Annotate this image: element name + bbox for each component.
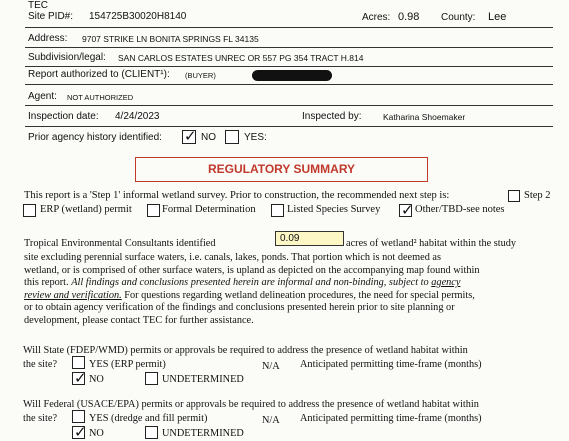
state-na: N/A bbox=[262, 361, 280, 372]
paragraph-line: wetland, or is comprised of other surface waters, is upland as depicted on the accompanying map found within bbox=[24, 264, 480, 276]
paragraph-line bbox=[24, 277, 480, 290]
divider bbox=[25, 84, 553, 85]
divider bbox=[25, 105, 553, 106]
client-value: (BUYER) bbox=[185, 71, 216, 80]
paragraph-line: site excluding perennial surface waters, i.e. canals, lakes, ponds. That portion which is not deemed as bbox=[24, 252, 441, 263]
erp-label: ERP (wetland) permit bbox=[40, 204, 132, 215]
federal-question-end: the site? bbox=[23, 413, 58, 424]
federal-no-checkbox[interactable]: ✓ bbox=[74, 423, 87, 441]
divider bbox=[25, 47, 553, 48]
wetland-paragraph bbox=[24, 252, 480, 328]
prior-no-label: NO bbox=[201, 132, 216, 143]
step2-label: Step 2 bbox=[524, 190, 551, 201]
federal-question: Will Federal (USACE/EPA) permits or approvals be required to address the presence of wetland habitat within bbox=[23, 399, 479, 410]
formal-determination-checkbox[interactable] bbox=[147, 204, 160, 217]
divider bbox=[25, 66, 553, 67]
state-timeframe-label: Anticipated permitting time-frame (months) bbox=[300, 359, 482, 370]
site-pid-value: 154725B30020H8140 bbox=[89, 11, 187, 22]
summary-title: REGULATORY SUMMARY bbox=[207, 162, 356, 176]
agent-value: NOT AUTHORIZED bbox=[67, 93, 134, 102]
subdivision-value: SAN CARLOS ESTATES UNREC OR 557 PG 354 TRACT H.814 bbox=[118, 53, 364, 63]
acres-label: Acres: bbox=[362, 12, 391, 23]
federal-timeframe-label: Anticipated permitting time-frame (months) bbox=[300, 413, 482, 424]
client-label: Report authorized to (CLIENT¹): bbox=[28, 69, 170, 80]
listed-species-checkbox[interactable] bbox=[271, 204, 284, 217]
wetland-suffix: acres of wetland² habitat within the study bbox=[346, 238, 517, 249]
federal-yes-label: YES (dredge and fill permit) bbox=[89, 413, 208, 424]
prior-yes-label: YES: bbox=[244, 132, 267, 143]
inspected-by-label: Inspected by: bbox=[302, 111, 362, 122]
prior-history-label: Prior agency history identified: bbox=[28, 132, 162, 143]
state-question: Will State (FDEP/WMD) permits or approvals be required to address the presence of wetland habitat within bbox=[23, 345, 468, 356]
federal-undetermined-label: UNDETERMINED bbox=[162, 428, 244, 439]
paragraph-line: development, please contact TEC for further assistance. bbox=[24, 314, 254, 326]
prior-no-checkbox[interactable]: ✓ bbox=[184, 127, 197, 145]
agent-label: Agent: bbox=[28, 91, 57, 102]
state-no-checkbox[interactable]: ✓ bbox=[74, 369, 87, 387]
paragraph-line: or to obtain agency verification of the findings and conclusions presented herein prior to site planning or bbox=[24, 302, 455, 314]
redaction-mark bbox=[252, 70, 332, 81]
state-undetermined-checkbox[interactable] bbox=[145, 372, 158, 385]
divider bbox=[25, 126, 553, 127]
disclaimer-underlined: review and verification. bbox=[24, 289, 122, 301]
address-value: 9707 STRIKE LN BONITA SPRINGS FL 34135 bbox=[82, 34, 259, 44]
wetland-acres-value: 0.09 bbox=[280, 233, 300, 244]
inspection-date-value: 4/24/2023 bbox=[115, 111, 160, 122]
prior-yes-checkbox[interactable] bbox=[225, 130, 239, 144]
inspection-date-label: Inspection date: bbox=[28, 111, 99, 122]
line-text: For questions regarding wetland delineation procedures, the need for special permits, bbox=[121, 289, 475, 301]
federal-na: N/A bbox=[262, 415, 280, 426]
federal-no-label: NO bbox=[89, 428, 104, 439]
other-checkbox[interactable]: ✓ bbox=[401, 201, 414, 219]
inspected-by-value: Katharina Shoemaker bbox=[383, 112, 466, 122]
state-no-label: NO bbox=[89, 374, 104, 385]
disclaimer-underlined: agency bbox=[431, 277, 461, 289]
line-text: this report. bbox=[24, 277, 72, 289]
federal-undetermined-checkbox[interactable] bbox=[145, 426, 158, 439]
other-label: Other/TBD-see notes bbox=[415, 204, 505, 215]
paragraph-line bbox=[24, 290, 480, 303]
summary-title-box bbox=[135, 157, 428, 182]
county-label: County: bbox=[441, 12, 476, 23]
step-intro-text: This report is a 'Step 1' informal wetland survey. Prior to construction, the recommended next step is: bbox=[24, 190, 450, 201]
listed-species-label: Listed Species Survey bbox=[287, 204, 381, 215]
wetland-prefix: Tropical Environmental Consultants identified bbox=[24, 238, 216, 249]
state-question-end: the site? bbox=[23, 359, 58, 370]
subdivision-label: Subdivision/legal: bbox=[28, 52, 106, 63]
state-undetermined-label: UNDETERMINED bbox=[162, 374, 244, 385]
disclaimer-text: All findings and conclusions presented herein are informal and non-binding, subject to bbox=[71, 277, 432, 289]
site-pid-label: Site PID#: bbox=[28, 11, 74, 22]
federal-yes-checkbox[interactable] bbox=[72, 410, 85, 423]
state-yes-checkbox[interactable] bbox=[72, 356, 85, 369]
org-label: TEC bbox=[28, 0, 48, 11]
step2-checkbox[interactable] bbox=[508, 190, 520, 202]
acres-value: 0.98 bbox=[398, 11, 420, 23]
divider bbox=[25, 27, 553, 28]
formal-determination-label: Formal Determination bbox=[162, 204, 256, 215]
erp-checkbox[interactable] bbox=[23, 204, 36, 217]
address-label: Address: bbox=[28, 33, 68, 44]
county-value: Lee bbox=[488, 11, 507, 23]
wetland-acres-field[interactable] bbox=[275, 231, 344, 246]
state-yes-label: YES (ERP permit) bbox=[89, 359, 166, 370]
